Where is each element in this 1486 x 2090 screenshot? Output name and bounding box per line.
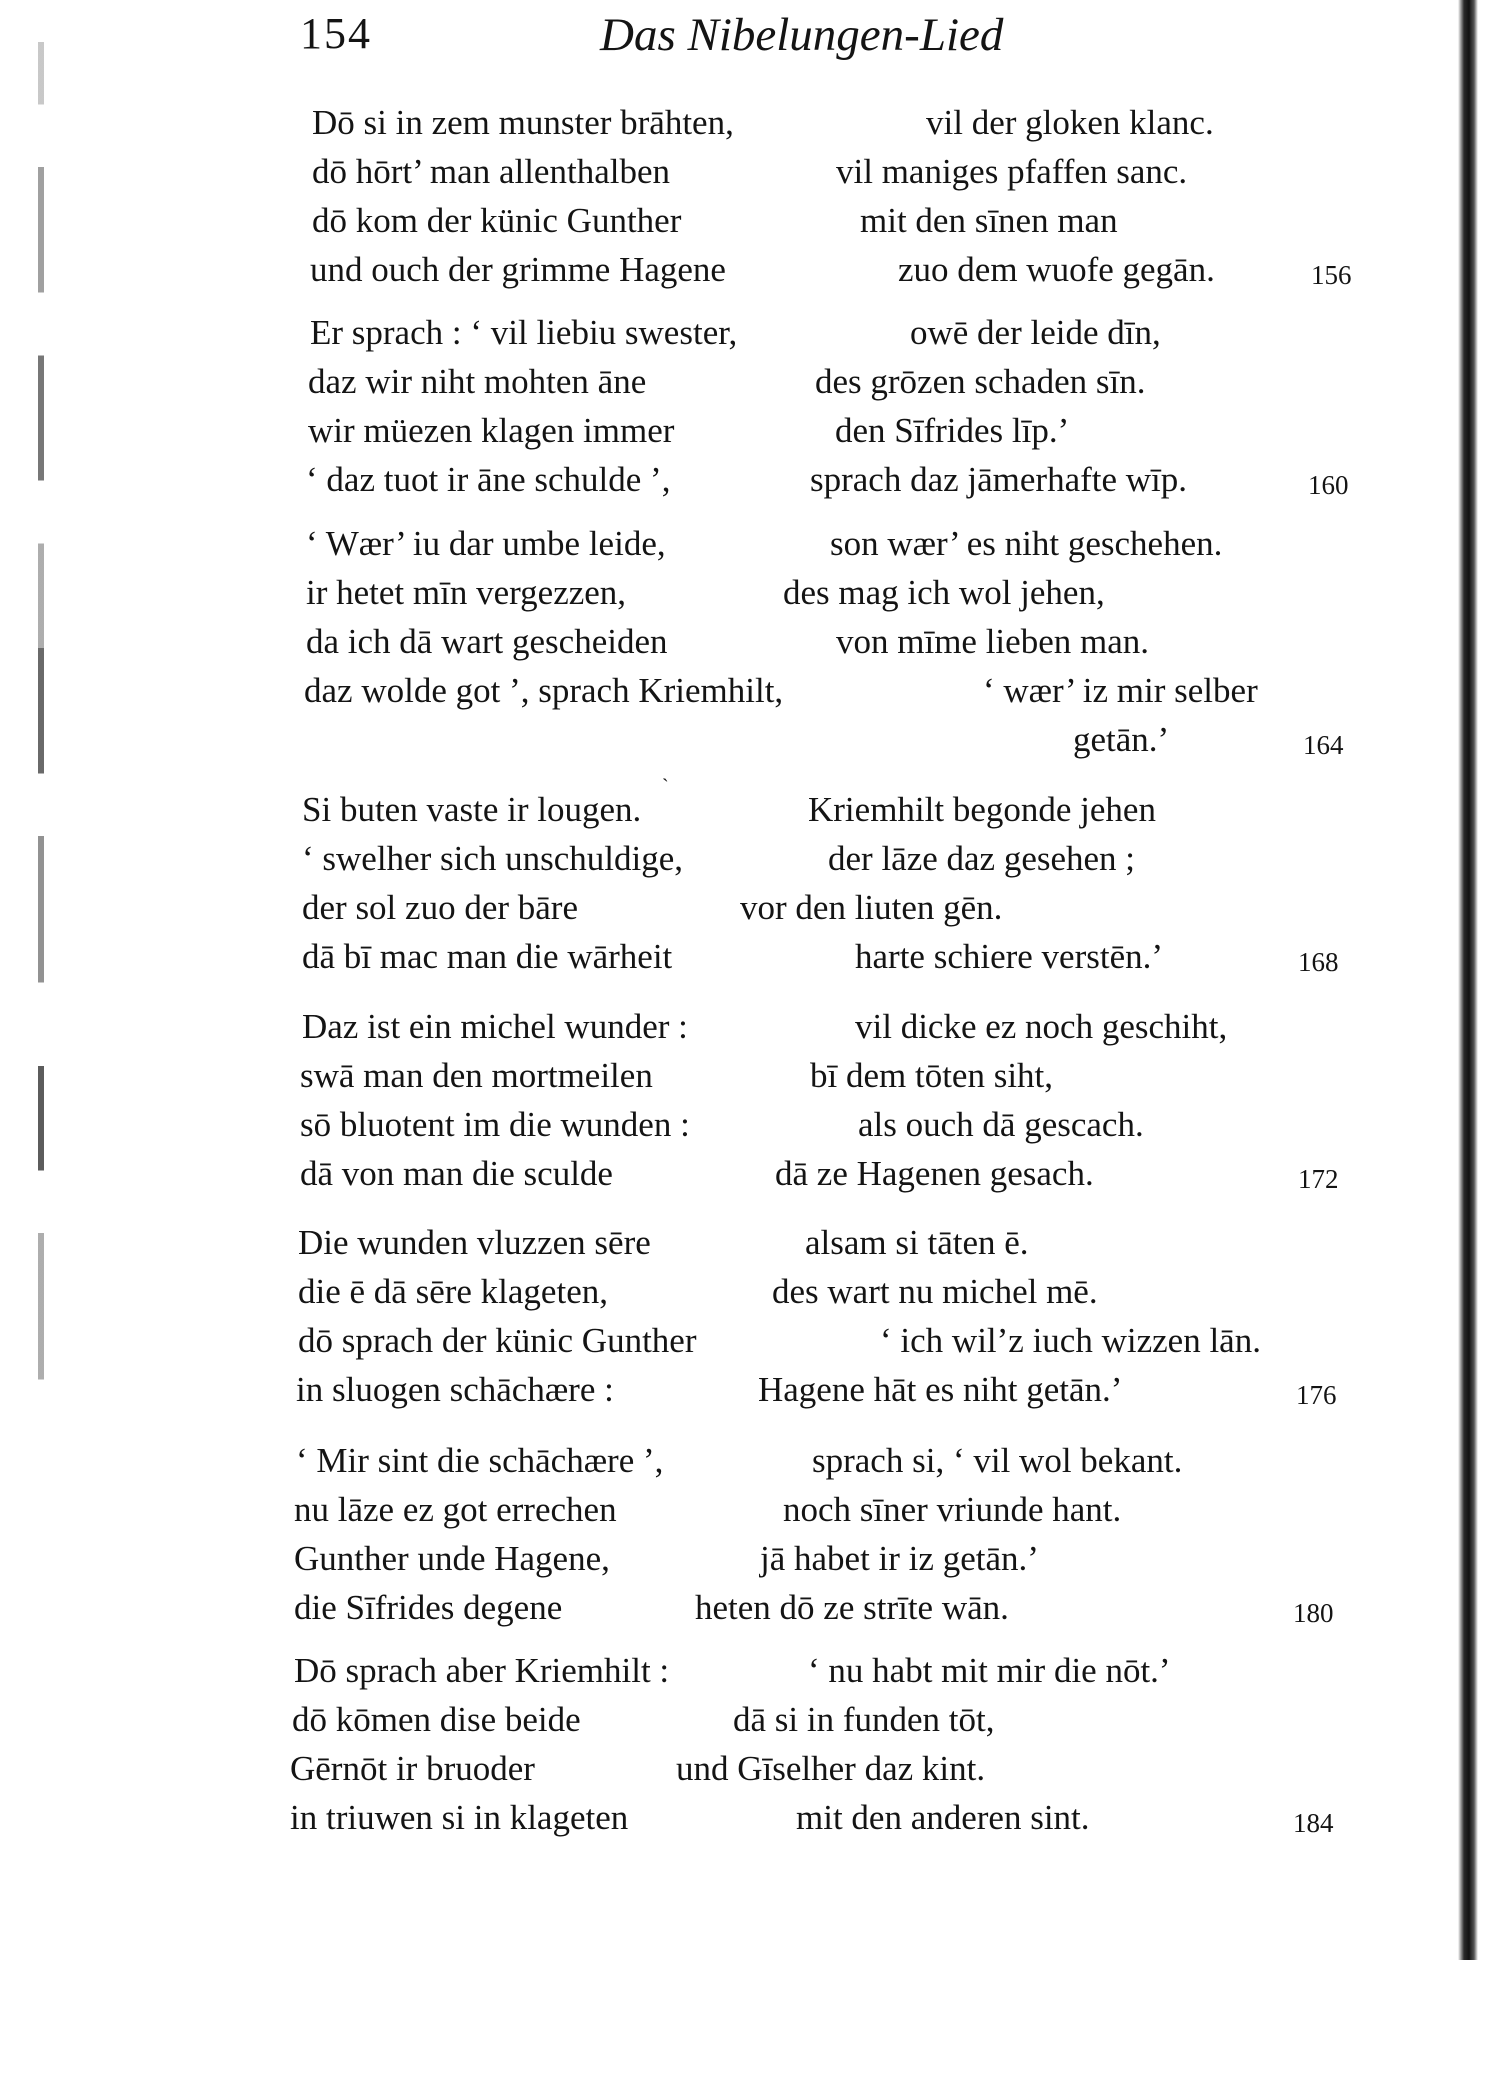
verse-line <box>0 362 1486 411</box>
verse-line <box>0 671 1486 720</box>
second-half-line: mit den anderen sint. <box>796 1798 1090 1837</box>
second-half-line: mit den sīnen man <box>860 201 1118 240</box>
verse-line <box>0 1223 1486 1272</box>
second-half-line: Kriemhilt begonde jehen <box>808 790 1156 829</box>
verse-line <box>0 839 1486 888</box>
second-half-line: von mīme lieben man. <box>836 622 1149 661</box>
second-half-line: sprach daz jāmerhafte wīp. <box>810 460 1188 499</box>
first-half-line: der sol zuo der bāre <box>302 888 578 927</box>
first-half-line: sō bluotent im die wunden : <box>300 1105 690 1144</box>
verse-line <box>0 1539 1486 1588</box>
second-half-line: den Sīfrides līp.’ <box>835 411 1070 450</box>
verse-line <box>0 152 1486 201</box>
first-half-line: Die wunden vluzzen sēre <box>298 1223 651 1262</box>
first-half-line: swā man den mortmeilen <box>300 1056 653 1095</box>
stanza-number: 180 <box>1293 1598 1334 1628</box>
first-half-line: dō hōrt’ man allenthalben <box>312 152 670 191</box>
first-half-line: ir hetet mīn vergezzen, <box>306 573 627 612</box>
first-half-line: Si buten vaste ir lougen. <box>302 790 642 829</box>
verse-line <box>0 1154 1486 1203</box>
stanza-number: 184 <box>1293 1808 1334 1838</box>
second-half-line: der lāze daz gesehen ; <box>828 839 1136 878</box>
stanza <box>0 103 1486 299</box>
first-half-line: ‘ Mir sint die schāchære ’, <box>296 1441 664 1480</box>
stanza-number: 176 <box>1296 1380 1337 1410</box>
stray-mark: ˎ <box>662 760 669 782</box>
stanza <box>0 313 1486 509</box>
first-half-line: in triuwen si in klageten <box>290 1798 629 1837</box>
second-half-line: und Gīselher daz kint. <box>676 1749 986 1788</box>
second-half-line: des mag ich wol jehen, <box>783 573 1105 612</box>
first-half-line: ‘ swelher sich unschuldige, <box>302 839 684 878</box>
first-half-line: dō kōmen dise beide <box>292 1700 581 1739</box>
first-half-line: ‘ Wær’ iu dar umbe leide, <box>306 524 666 563</box>
first-half-line: daz wolde got ’, sprach Kriemhilt, <box>304 671 784 710</box>
stanza <box>0 1223 1486 1419</box>
first-half-line: dō kom der künic Gunther <box>312 201 682 240</box>
stanza <box>0 1651 1486 1847</box>
first-half-line: und ouch der grimme Hagene <box>310 250 726 289</box>
first-half-line: Dō si in zem munster brāhten, <box>312 103 734 142</box>
verse-line <box>0 790 1486 839</box>
second-half-line: vil dicke ez noch geschiht, <box>855 1007 1228 1046</box>
verse-line <box>0 524 1486 573</box>
first-half-line: Dō sprach aber Kriemhilt : <box>294 1651 670 1690</box>
verse-line <box>0 411 1486 460</box>
stanza <box>0 1441 1486 1637</box>
second-half-line: noch sīner vriunde hant. <box>783 1490 1122 1529</box>
first-half-line: nu lāze ez got errechen <box>294 1490 617 1529</box>
stanza-number: 156 <box>1311 260 1352 290</box>
second-half-line: owē der leide dīn, <box>910 313 1161 352</box>
second-half-line: vil der gloken klanc. <box>926 103 1214 142</box>
stanza-number: 168 <box>1298 947 1339 977</box>
verse-line <box>0 937 1486 986</box>
first-half-line: Gērnōt ir bruoder <box>290 1749 535 1788</box>
verse-line <box>0 720 1486 769</box>
second-half-line: getān.’ <box>1073 720 1170 759</box>
stanza-number: 160 <box>1308 470 1349 500</box>
second-half-line: dā ze Hagenen gesach. <box>775 1154 1094 1193</box>
running-title: Das Nibelungen-Lied <box>600 9 1004 61</box>
verse-line <box>0 460 1486 509</box>
verse-line <box>0 1105 1486 1154</box>
verse-line <box>0 1651 1486 1700</box>
verse-line <box>0 1588 1486 1637</box>
page-number: 154 <box>300 9 372 58</box>
verse-line <box>0 1007 1486 1056</box>
first-half-line: die ē dā sēre klageten, <box>298 1272 608 1311</box>
second-half-line: vil maniges pfaffen sanc. <box>836 152 1188 191</box>
second-half-line: des wart nu michel mē. <box>772 1272 1098 1311</box>
verse-line <box>0 622 1486 671</box>
first-half-line: wir müezen klagen immer <box>308 411 675 450</box>
stanza <box>0 1007 1486 1203</box>
first-half-line: da ich dā wart gescheiden <box>306 622 668 661</box>
first-half-line: ‘ daz tuot ir āne schulde ’, <box>306 460 671 499</box>
verse-line <box>0 201 1486 250</box>
first-half-line: Gunther unde Hagene, <box>294 1539 610 1578</box>
first-half-line: in sluogen schāchære : <box>296 1370 614 1409</box>
first-half-line: Er sprach : ‘ vil liebiu swester, <box>310 313 738 352</box>
first-half-line: die Sīfrides degene <box>294 1588 563 1627</box>
first-half-line: Daz ist ein michel wunder : <box>302 1007 688 1046</box>
second-half-line: heten dō ze strīte wān. <box>695 1588 1009 1627</box>
second-half-line: vor den liuten gēn. <box>740 888 1003 927</box>
first-half-line: dā bī mac man die wārheit <box>302 937 673 976</box>
verse-line <box>0 1272 1486 1321</box>
second-half-line: sprach si, ‘ vil wol bekant. <box>812 1441 1183 1480</box>
second-half-line: son wær’ es niht geschehen. <box>830 524 1223 563</box>
stanza <box>0 790 1486 986</box>
verse-line <box>0 1700 1486 1749</box>
verse-line <box>0 103 1486 152</box>
first-half-line: daz wir niht mohten āne <box>308 362 647 401</box>
second-half-line: des grōzen schaden sīn. <box>815 362 1146 401</box>
verse-line <box>0 1798 1486 1847</box>
verse-line <box>0 1056 1486 1105</box>
verse-line <box>0 1749 1486 1798</box>
verse-line <box>0 1441 1486 1490</box>
second-half-line: ‘ ich wil’z iuch wizzen lān. <box>880 1321 1261 1360</box>
second-half-line: harte schiere verstēn.’ <box>855 937 1164 976</box>
second-half-line: bī dem tōten siht, <box>810 1056 1054 1095</box>
verse-line <box>0 313 1486 362</box>
second-half-line: Hagene hāt es niht getān.’ <box>758 1370 1123 1409</box>
second-half-line: ‘ nu habt mit mir die nōt.’ <box>808 1651 1171 1690</box>
stanza-number: 164 <box>1303 730 1344 760</box>
verse-line <box>0 1370 1486 1419</box>
verse-line <box>0 250 1486 299</box>
verse-line <box>0 1490 1486 1539</box>
verse-line <box>0 1321 1486 1370</box>
verse-line <box>0 888 1486 937</box>
second-half-line: zuo dem wuofe gegān. <box>898 250 1215 289</box>
second-half-line: ‘ wær’ iz mir selber <box>983 671 1258 710</box>
first-half-line: dā von man die sculde <box>300 1154 613 1193</box>
second-half-line: alsam si tāten ē. <box>805 1223 1029 1262</box>
stanza-number: 172 <box>1298 1164 1339 1194</box>
second-half-line: jā habet ir iz getān.’ <box>760 1539 1039 1578</box>
verse-line <box>0 573 1486 622</box>
stanza <box>0 524 1486 769</box>
second-half-line: als ouch dā gescach. <box>858 1105 1144 1144</box>
first-half-line: dō sprach der künic Gunther <box>298 1321 697 1360</box>
second-half-line: dā si in funden tōt, <box>733 1700 995 1739</box>
